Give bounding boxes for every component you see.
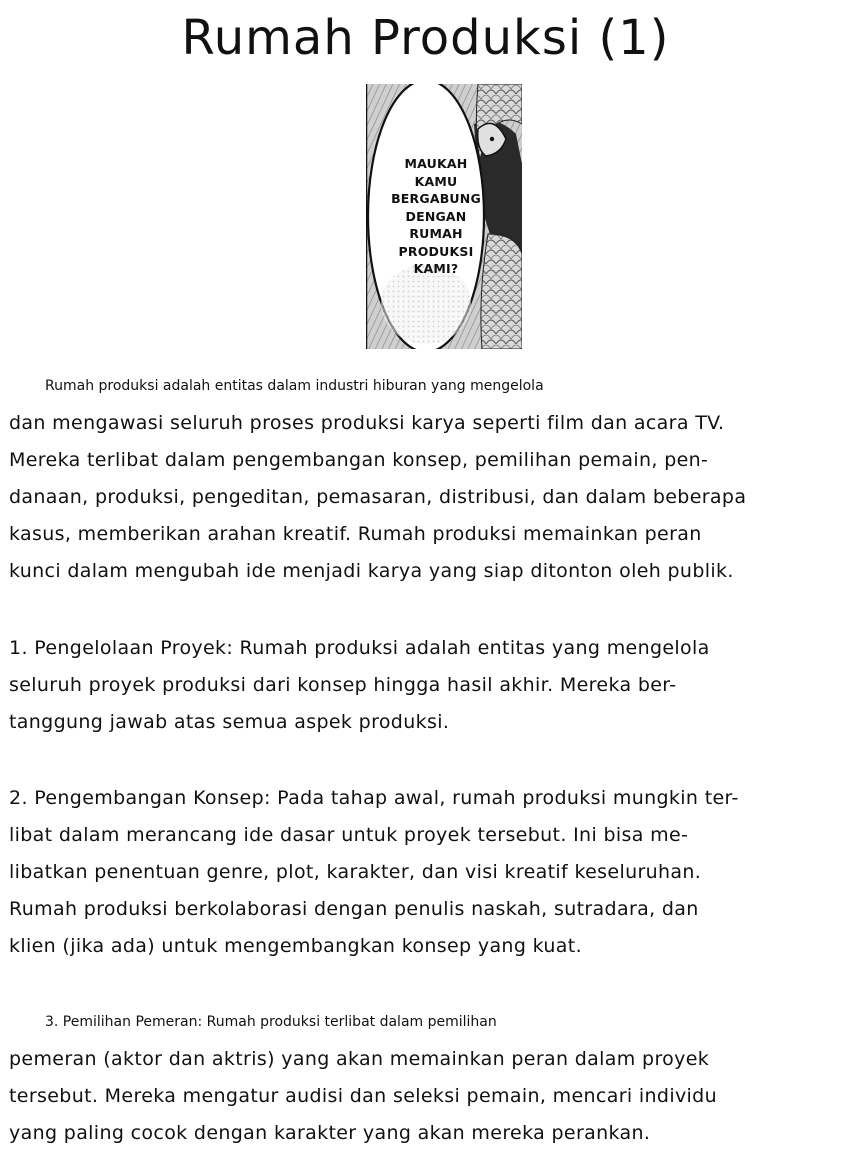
text-line: libat dalam merancang ide dasar untuk proyek tersebut. Ini bisa me- <box>9 824 689 846</box>
text-line: danaan, produksi, pengeditan, pemasaran, distribusi, dan dalam beberapa <box>9 486 747 508</box>
speech-bubble-line: MAUKAH <box>404 156 468 171</box>
text-line: kasus, memberikan arahan kreatif. Rumah produksi memainkan peran <box>9 523 702 545</box>
text-line: seluruh proyek produksi dari konsep hingga hasil akhir. Mereka ber- <box>9 674 677 696</box>
text-line: libatkan penentuan genre, plot, karakter, dan visi kreatif keseluruhan. <box>9 861 702 883</box>
text-line: tersebut. Mereka mengatur audisi dan seleksi pemain, mencari individu <box>9 1085 717 1107</box>
text-line: 1. Pengelolaan Proyek: Rumah produksi adalah entitas yang mengelola <box>9 637 710 659</box>
page-title: Rumah Produksi (1) <box>181 10 670 66</box>
point-1-paragraph <box>9 630 845 741</box>
text-line: 3. Pemilihan Pemeran: Rumah produksi terlibat dalam pemilihan <box>45 1014 497 1030</box>
text-line: kunci dalam mengubah ide menjadi karya yang siap ditonton oleh publik. <box>9 560 734 582</box>
point-3-paragraph <box>9 1004 845 1152</box>
text-line: Mereka terlibat dalam pengembangan konsep, pemilihan pemain, pen- <box>9 449 709 471</box>
text-line: tanggung jawab atas semua aspek produksi. <box>9 711 450 733</box>
text-line: Rumah produksi berkolaborasi dengan penulis naskah, sutradara, dan <box>9 898 699 920</box>
text-line: klien (jika ada) untuk mengembangkan konsep yang kuat. <box>9 935 582 957</box>
speech-bubble-line: RUMAH <box>409 226 463 241</box>
speech-bubble-line: DENGAN <box>405 208 467 224</box>
point-2-paragraph <box>9 780 845 965</box>
intro-paragraph <box>9 368 845 590</box>
speech-bubble-text <box>377 155 495 278</box>
speech-bubble-line: KAMI? <box>413 261 459 276</box>
text-line: yang paling cocok dengan karakter yang akan mereka perankan. <box>9 1122 651 1144</box>
text-line: dan mengawasi seluruh proses produksi karya seperti film dan acara TV. <box>9 412 725 434</box>
text-line: 2. Pengembangan Konsep: Pada tahap awal, rumah produksi mungkin ter- <box>9 787 739 809</box>
speech-bubble-line: PRODUKSI <box>398 243 474 259</box>
text-line: pemeran (aktor dan aktris) yang akan memainkan peran dalam proyek <box>9 1048 710 1070</box>
speech-bubble-line: BERGABUNG <box>391 191 481 206</box>
speech-bubble-line: KAMU <box>414 173 458 189</box>
text-line: Rumah produksi adalah entitas dalam industri hiburan yang mengelola <box>45 378 544 394</box>
